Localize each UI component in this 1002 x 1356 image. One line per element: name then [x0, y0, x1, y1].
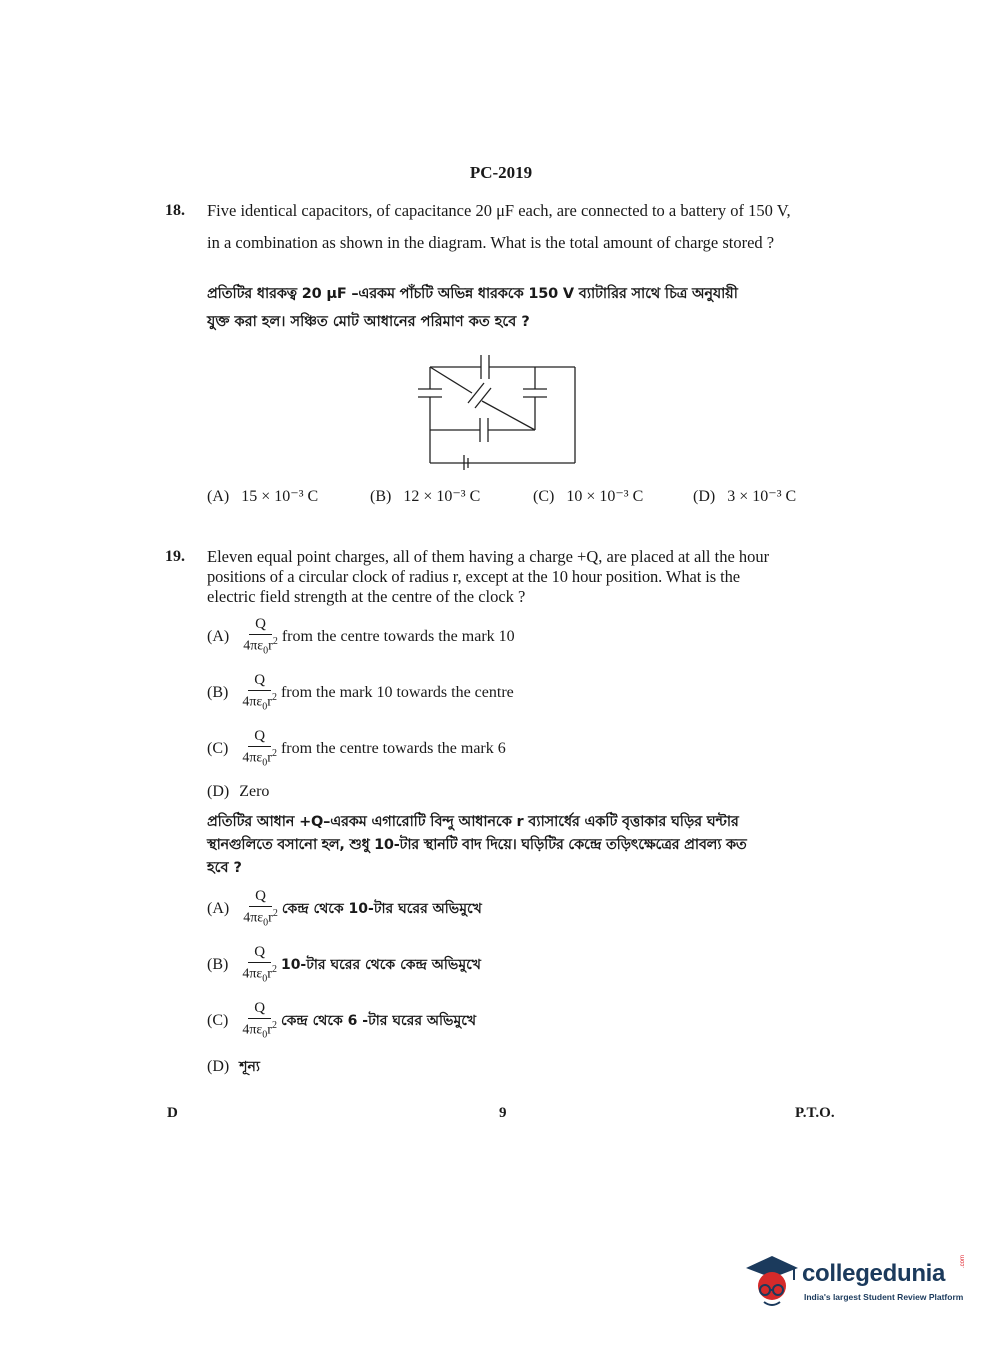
- q19-english-line-3: electric field strength at the centre of the clock ?: [207, 587, 526, 606]
- q18-option-a-label: (A): [207, 488, 230, 505]
- q18-english-line-2: in a combination as shown in the diagram. What is the total amount of charge stored ?: [207, 233, 775, 252]
- q19-en-option-a-text: from the centre towards the mark 10: [281, 627, 515, 645]
- paper-code: PC-2019: [469, 163, 533, 182]
- q19-en-option-d[interactable]: [207, 783, 269, 801]
- question-number-19: 19.: [165, 548, 185, 565]
- q18-english-line-1: Five identical capacitors, of capacitance 20 μF each, are connected to a battery of 150 V,: [207, 201, 791, 220]
- q18-option-b[interactable]: [370, 486, 480, 506]
- q19-en-option-b-label: (B): [207, 683, 229, 701]
- q19-en-option-c-text: from the centre towards the mark 6: [280, 739, 506, 757]
- q19-bn-option-d-text: শূন্য: [239, 1059, 260, 1075]
- q18-bengali-line-1: প্রতিটির ধারকত্ব 20 μF –এরকম পাঁচটি অভিন্ন ধারককে 150 V ব্যাটারির সাথে চিত্র অনুযায়ী: [207, 286, 738, 302]
- capacitor-circuit-diagram: [410, 345, 585, 470]
- fraction-q-over-4pi-eps0-r2: $\frac{Q}{4\pi\varepsilon_0r^2}$: [242, 672, 277, 713]
- logo-com-text: .com: [960, 1254, 966, 1268]
- question-number-18: 18.: [165, 202, 185, 219]
- q19-bengali-line-3: হবে ?: [207, 860, 242, 876]
- q19-bn-option-c[interactable]: [207, 1001, 476, 1040]
- fraction-q-over-4pi-eps0-r2: $\frac{Q}{4\pi\varepsilon_0r^2}$: [242, 728, 277, 769]
- q19-bn-option-a[interactable]: [207, 889, 482, 928]
- footer-page-number: 9: [499, 1105, 507, 1121]
- q19-en-option-c[interactable]: [207, 729, 506, 768]
- q19-bn-option-a-label: (A): [207, 899, 230, 917]
- q18-option-d-text: 3 × 10⁻³ C: [727, 488, 797, 505]
- q19-bengali-line-1: প্রতিটির আধান +Q–এরকম এগারোটি বিন্দু আধানকে r ব্যাসার্ধের একটি বৃত্তাকার ঘড়ির ঘন্টার: [207, 814, 739, 830]
- q18-option-c[interactable]: [533, 486, 643, 506]
- q18-option-d[interactable]: [693, 486, 796, 506]
- q18-option-b-label: (B): [370, 488, 392, 505]
- q19-bengali-line-2: স্থানগুলিতে বসানো হল, শুধু 10-টার স্থানটি বাদ দিয়ে। ঘড়িটির কেন্দ্রে তড়িৎক্ষেত্রের প্রাবল্য কত: [207, 837, 747, 853]
- q18-option-b-text: 12 × 10⁻³ C: [403, 488, 481, 505]
- footer-booklet-code: D: [167, 1105, 178, 1121]
- q19-english-line-2: positions of a circular clock of radius r, except at the 10 hour position. What is the: [207, 567, 740, 586]
- fraction-q-over-4pi-eps0-r2: $\frac{Q}{4\pi\varepsilon_0r^2}$: [242, 1000, 277, 1041]
- fraction-q-over-4pi-eps0-r2: $\frac{Q}{4\pi\varepsilon_0r^2}$: [243, 616, 278, 657]
- q18-option-d-label: (D): [693, 488, 716, 505]
- q19-bn-option-b[interactable]: [207, 945, 481, 984]
- mascot-graduate-icon: [742, 1250, 800, 1310]
- fraction-q-over-4pi-eps0-r2: $\frac{Q}{4\pi\varepsilon_0r^2}$: [243, 888, 278, 929]
- q19-english-line-1: Eleven equal point charges, all of them having a charge +Q, are placed at all the hour: [207, 547, 770, 566]
- q19-en-option-b-text: from the mark 10 towards the centre: [280, 683, 514, 701]
- collegedunia-logo[interactable]: [742, 1250, 972, 1310]
- q19-bn-option-b-label: (B): [207, 955, 229, 973]
- q19-bn-option-c-text: কেন্দ্র থেকে 6 -টার ঘরের অভিমুখে: [280, 1012, 477, 1029]
- q18-option-a[interactable]: [207, 486, 318, 506]
- logo-tagline: India's largest Student Review Platform: [804, 1292, 964, 1302]
- q19-en-option-b[interactable]: [207, 673, 514, 712]
- q19-en-option-d-text: Zero: [239, 783, 270, 800]
- q18-option-c-label: (C): [533, 488, 555, 505]
- q18-bengali-line-2: যুক্ত করা হল। সঞ্চিত মোট আধানের পরিমাণ কত হবে ?: [207, 314, 530, 330]
- q18-option-c-text: 10 × 10⁻³ C: [566, 488, 644, 505]
- q19-bn-option-d[interactable]: [207, 1055, 260, 1079]
- q18-option-a-text: 15 × 10⁻³ C: [241, 488, 319, 505]
- q19-bn-option-c-label: (C): [207, 1011, 229, 1029]
- fraction-q-over-4pi-eps0-r2: $\frac{Q}{4\pi\varepsilon_0r^2}$: [242, 944, 277, 985]
- q19-bn-option-d-label: (D): [207, 1058, 230, 1075]
- q19-en-option-a-label: (A): [207, 627, 230, 645]
- q19-bn-option-b-text: 10-টার ঘরের থেকে কেন্দ্র অভিমুখে: [280, 956, 481, 973]
- q19-en-option-c-label: (C): [207, 739, 229, 757]
- q19-en-option-d-label: (D): [207, 783, 230, 800]
- q19-en-option-a[interactable]: [207, 617, 515, 656]
- footer-pto: P.T.O.: [795, 1105, 835, 1121]
- logo-brand-text: collegedunia: [802, 1260, 946, 1287]
- q19-bn-option-a-text: কেন্দ্র থেকে 10-টার ঘরের অভিমুখে: [281, 900, 482, 917]
